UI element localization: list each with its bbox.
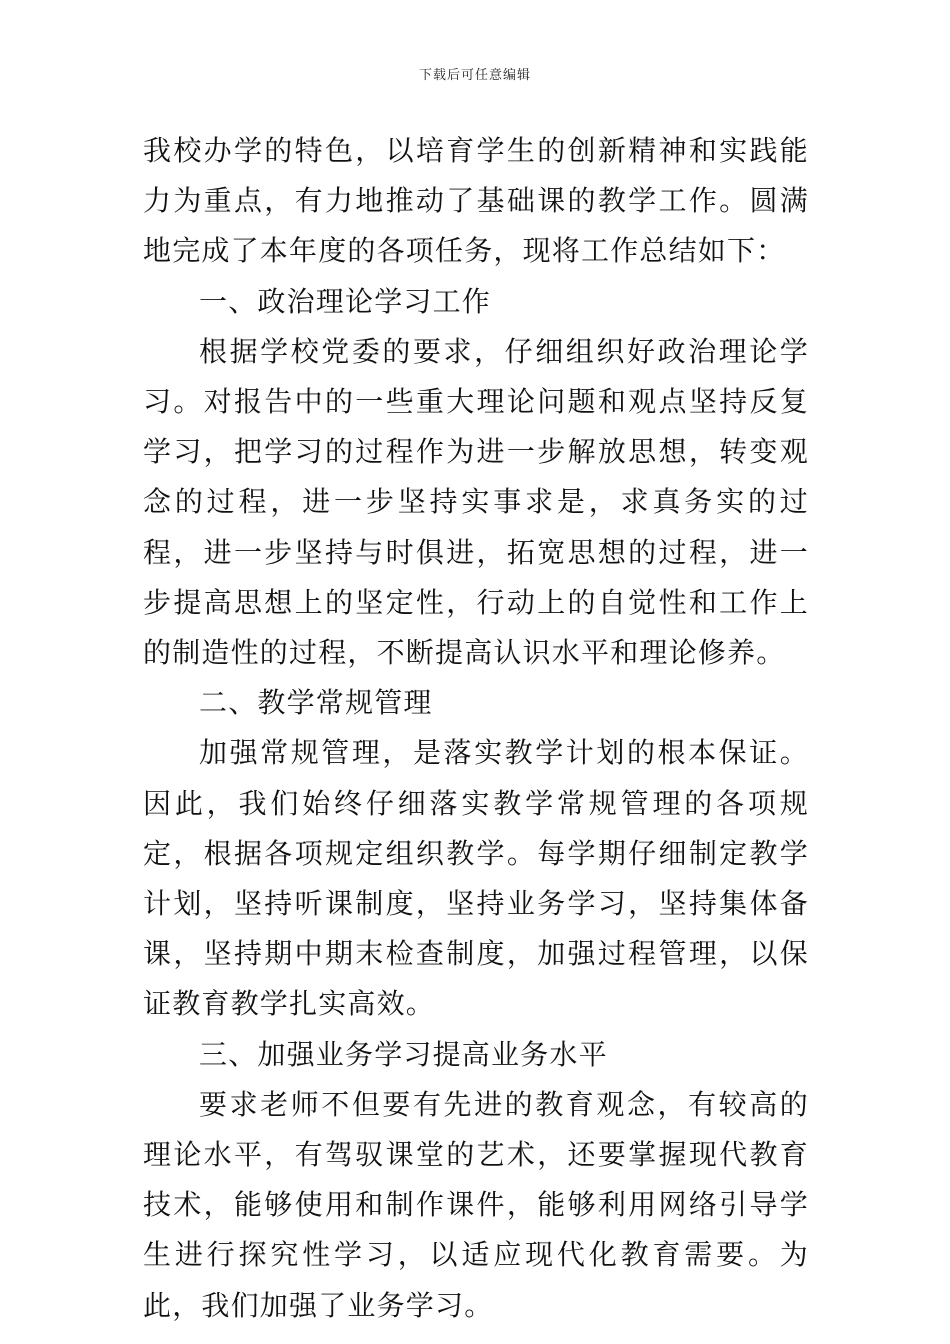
section-heading-professional-study: 三、加强业务学习提高业务水平: [199, 1037, 608, 1071]
section-heading-teaching-management: 二、教学常规管理: [199, 686, 433, 720]
page-header-note: 下载后可任意编辑: [418, 68, 531, 83]
paragraph-teaching-management: 加强常规管理，是落实教学计划的根本保证。因此，我们始终仔细落实教学常规管理的各项规定，根据各项规定组织教学。每学期仔细制定教学计划，坚持听课制度，坚持业务学习，坚持集体备课，坚持期中期末检查制度，加强过程管理，以保证教育教学扎实高效。: [143, 736, 809, 1021]
paragraph-political-study: 根据学校党委的要求，仔细组织好政治理论学习。对报告中的一些重大理论问题和观点坚持反复学习，把学习的过程作为进一步解放思想，转变观念的过程，进一步坚持实事求是，求真务实的过程，进一步坚持与时俱进，拓宽思想的过程，进一步提高思想上的坚定性，行动上的自觉性和工作上的制造性的过程，不断提高认识水平和理论修养。: [143, 334, 809, 670]
document-body: [143, 126, 809, 1331]
section-heading-political-study: 一、政治理论学习工作: [199, 284, 492, 318]
paragraph-professional-study: 要求老师不但要有先进的教育观念，有较高的理论水平，有驾驭课堂的艺术，还要掌握现代教育技术，能够使用和制作课件，能够利用网络引导学生进行探究性学习，以适应现代化教育需要。为此，我们加强了业务学习。: [143, 1087, 809, 1322]
paragraph-intro: 我校办学的特色，以培育学生的创新精神和实践能力为重点，有力地推动了基础课的教学工作。圆满地完成了本年度的各项任务，现将工作总结如下：: [143, 134, 809, 268]
